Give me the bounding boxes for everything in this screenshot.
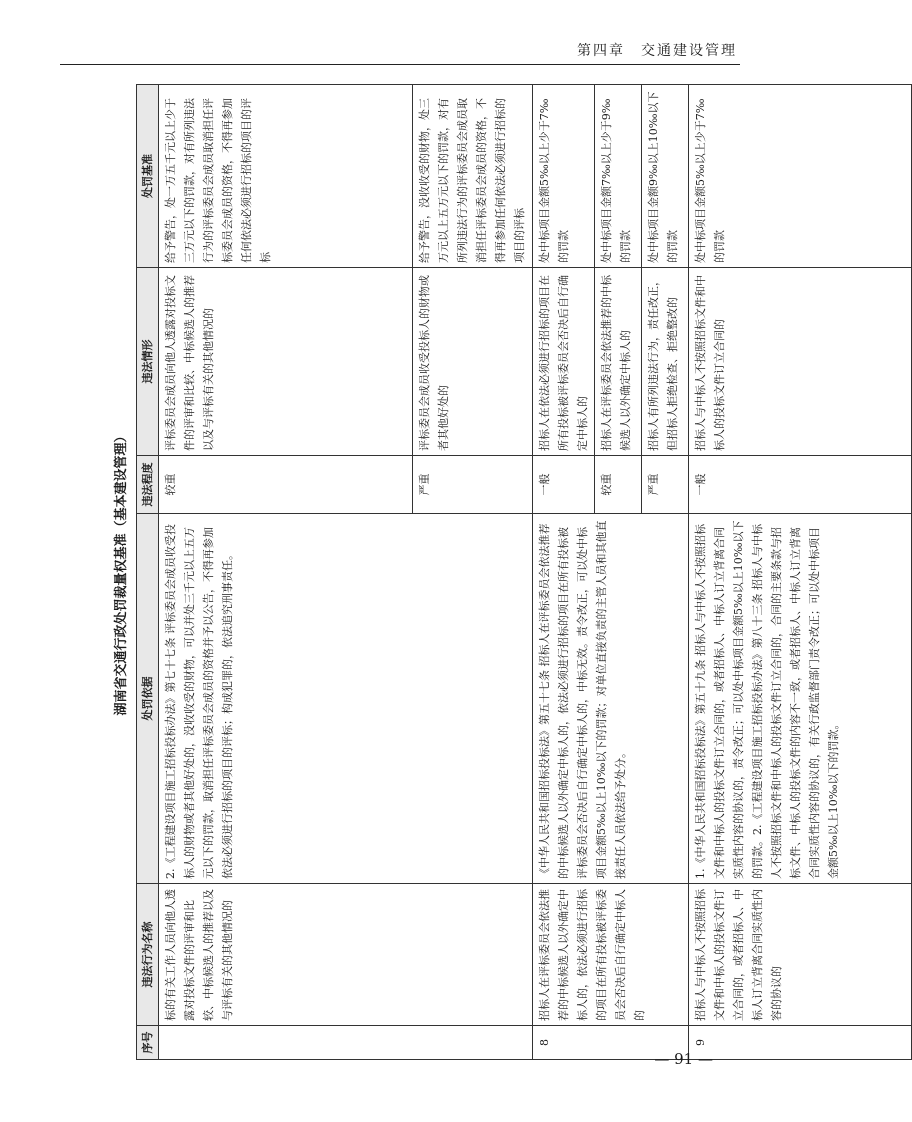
rotated-table-container [112, 85, 854, 1060]
col-header-situation: 违法情形 [137, 268, 159, 456]
cell-penalty: 处中标项目金额5‰以上少于7‰的罚款 [689, 85, 912, 268]
cell-penalty: 处中标项目金额5‰以上少于7‰的罚款 [533, 85, 595, 268]
cell-situation: 招标人与中标人不按照招标文件和中标人的投标文件订立合同的 [689, 268, 912, 456]
cell-penalty: 处中标项目金额9‰以上10‰以下的罚款 [642, 85, 689, 268]
cell-violation-name: 标的有关工作人员向他人透露对投标文件的评审和比较、中标候选人的推荐以及与评标有关的其他情况的 [159, 884, 533, 1026]
table-row [159, 85, 413, 1060]
col-header-degree: 违法程度 [137, 456, 159, 514]
col-header-basis: 处罚依据 [137, 514, 159, 884]
header-rule [60, 64, 740, 65]
table-row [533, 85, 595, 1060]
cell-no: 9 [689, 1026, 912, 1060]
penalty-table [136, 84, 912, 1060]
cell-degree: 严重 [642, 456, 689, 514]
cell-degree: 较重 [595, 456, 642, 514]
cell-situation: 评标委员会成员收受投标人的财物或者其他好处的 [413, 268, 533, 456]
table-header-row [137, 85, 159, 1060]
cell-basis: 《中华人民共和国招标投标法》第五十七条 招标人在评标委员会依法推荐的中标候选人以外确定中标人的，依法必须进行招标的项目在所有投标被评标委员会否决后自行确定中标人的，中标无效。责令改正，可以处中标项目金额5‰以上10‰以下的罚款；对单位直接负责的主管人员和其他直接责任人员依法给予处分。 [533, 514, 689, 884]
cell-degree: 严重 [413, 456, 533, 514]
cell-violation-name: 招标人在评标委员会依法推荐的中标候选人以外确定中标人的，依法必须进行招标的项目在所有投标被评标委员会否决后自行确定中标人的 [533, 884, 689, 1026]
cell-situation: 评标委员会成员向他人透露对投标文件的评审和比较、中标候选人的推荐以及与评标有关的其他情况的 [159, 268, 413, 456]
table-title: 湖南省交通行政处罚裁量权基准（基本建设管理） [114, 429, 129, 716]
cell-degree: 较重 [159, 456, 413, 514]
cell-situation: 招标人在依法必须进行招标的项目在所有投标被评标委员会否决后自行确定中标人的 [533, 268, 595, 456]
cell-penalty: 给予警告，处一万五千元以上少于三万元以下的罚款，对有所列违法行为的评标委员会成员取消担任评标委员会成员的资格，不得再参加任何依法必须进行招标的项目的评标 [159, 85, 413, 268]
cell-penalty: 处中标项目金额7‰以上少于9‰的罚款 [595, 85, 642, 268]
cell-degree: 一般 [533, 456, 595, 514]
col-header-penalty: 处罚基准 [137, 85, 159, 268]
cell-degree: 一般 [689, 456, 912, 514]
cell-basis: 2.《工程建设项目施工招标投标办法》第七十七条 评标委员会成员收受投标人的财物或者其他好处的，没收收受的财物，可以并处三千元以上五万元以下的罚款，取消担任评标委员会成员的资格并予以公告，不得再参加依法必须进行招标的项目的评标；构成犯罪的，依法追究刑事责任。 [159, 514, 533, 884]
cell-situation: 招标人有所列违法行为，责任改正，但招标人拒绝检查、拒绝整改的 [642, 268, 689, 456]
cell-situation: 招标人在评标委员会依法推荐的中标候选人以外确定中标人的 [595, 268, 642, 456]
cell-no [159, 1026, 533, 1060]
col-header-no: 序号 [137, 1026, 159, 1060]
col-header-name: 违法行为名称 [137, 884, 159, 1026]
cell-violation-name: 招标人与中标人不按照招标文件和中标人的投标文件订立合同的，或者招标人、中标人订立背离合同实质性内容的协议的 [689, 884, 912, 1026]
cell-penalty: 给予警告，没收收受的财物，处三万元以上五万元以下的罚款，对有所列违法行为的评标委员会成员取消担任评标委员会成员的资格，不得再参加任何依法必须进行招标的项目的评标 [413, 85, 533, 268]
cell-no: 8 [533, 1026, 689, 1060]
chapter-heading: 第四章 交通建设管理 [577, 43, 737, 59]
table-row [689, 85, 912, 1060]
page-number: — 91 — [654, 1050, 713, 1068]
cell-basis: 1.《中华人民共和国招标投标法》第五十九条 招标人与中标人不按照招标文件和中标人的投标文件订立合同的，或者招标人、中标人订立背离合同实质性内容的协议的，责令改正；可以处中标项目金额5‰以上10‰以下的罚款。2.《工程建设项目施工招标投标办法》第八十三条 招标人与中标人不按照招标文件和中标人的投标文件订立合同的，合同的主要条款与招标文件、中标人的投标文件的内容不一致，或者招标人、中标人订立背离合同实质性内容的协议的，有关行政监督部门责令改正；可以处中标项目金额5‰以上10‰以下的罚款。 [689, 514, 912, 884]
